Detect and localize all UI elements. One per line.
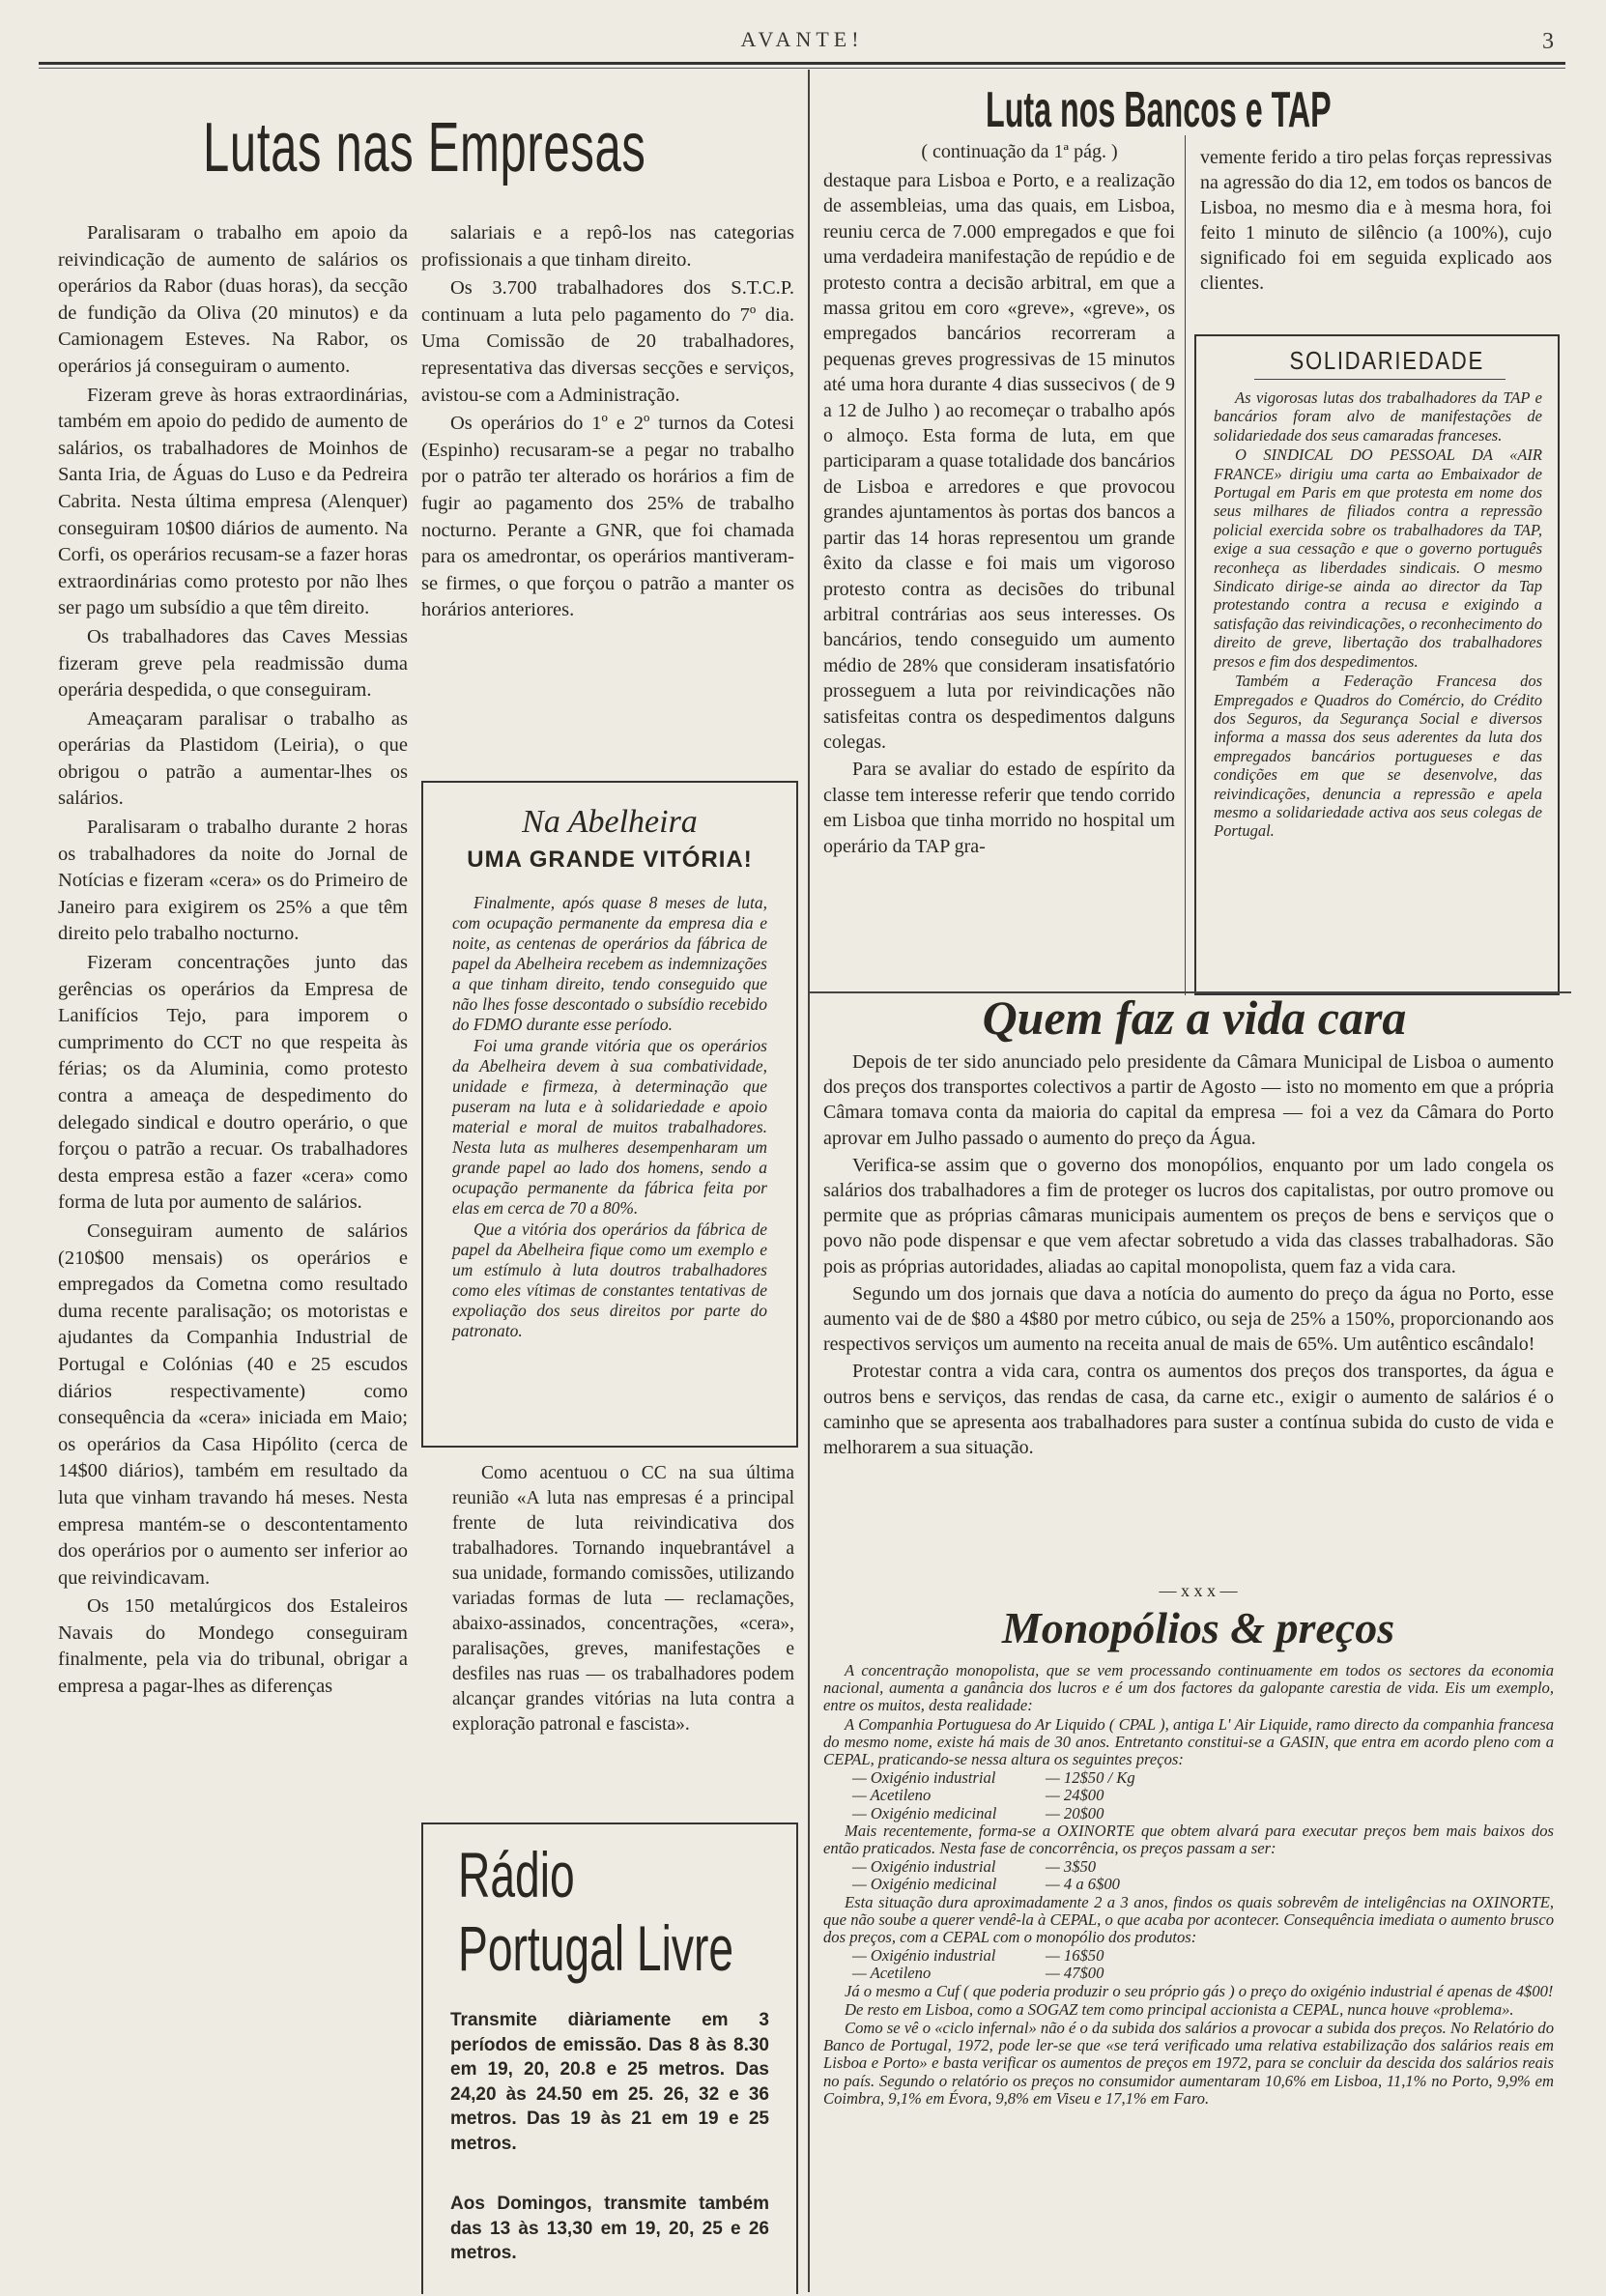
abelheira-subtitle: UMA GRANDE VITÓRIA!: [467, 847, 753, 873]
abelheira-para: Finalmente, após quase 8 meses de luta, com ocupação permanente da empresa dia e noite, as centenas de operários da fábrica de papel da Abelheira recebem as indemnizações a que tinham direito, tendo conseguido que não lhes fosse descontado o subsídio recebido do FDMO durante esse período.: [452, 893, 767, 1034]
lutas-para: Ameaçaram paralisar o trabalho as operárias da Plastidom (Leiria), o que obrigou o patrão a aumentar-lhes os salários.: [58, 707, 408, 810]
quem-para: Verifica-se assim que o governo dos monopólios, enquanto por um lado congela os salários dos trabalhadores a fim de proteger os lucros dos capitalistas, por outro promove ou permite que as próprias câmaras municipais aumentem os preços de bens e serviços que o povo não pode dispensar e que vem afectar sobretudo a vida das classes trabalhadoras. São pois as próprias autoridades, aliadas ao capital monopolista, quem faz a vida cara.: [823, 1154, 1554, 1277]
monopolios-para: Como se vê o «ciclo infernal» não é o da subida dos salários a provocar a subida dos preços. No Relatório do Banco de Portugal, 1972, pode ler-se que «se terá verificado uma relativa estabilização dos salários reais em Lisboa e Porto» e basta verificar os aumentos de preços em 1972, para se concluir da descida dos salários reais no país. Segundo o relatório os preços no consumidor aumentaram 10,6% em Lisboa, 11,1% no Porto, 9,9% em Coimbra, 9,1% em Évora, 9,8% em Viseu e 17,1% em Faro.: [823, 2019, 1554, 2108]
solidariedade-para: O SINDICAL DO PESSOAL DA «AIR FRANCE» dirigiu uma carta ao Embaixador de Portugal em Paris em que protesta em nome dos seus milhares de filiados contra a repressão policial exercida sobre os trabalhadores da TAP, exige a sua cessação e que o governo português reconheça as liberdades sindicais. O mesmo Sindicato dirige-se ainda ao director da Tap protestando contra a recusa e exigindo a satisfação das reivindicações, o reconhecimento do direito de greve, libertação dos trabalhadores presos e fim dos despedimentos.: [1214, 445, 1542, 671]
bancos-title: Luta nos Bancos e TAP: [986, 82, 1332, 138]
lutas-column-1: [58, 220, 408, 2288]
cc-para: Como acentuou o CC na sua última reunião «A luta nas empresas é a principal frente de luta reivindicativa dos trabalhadores. Tornando inquebrantável a sua unidade, formando comissões, utilizando variadas formas de luta — reclamações, abaixo-assinados, concentrações, «cera», paralisações, greves, manifestações e desfiles nas ruas — os trabalhadores podem alcançar grandes vitórias na luta contra a exploração patronal e fascista».: [452, 1463, 794, 1735]
lutas-para: Paralisaram o trabalho em apoio da reivindicação de aumento de salários os operários da Rabor (duas horas), da secção de fundição da Oliva (20 minutos) e da Camionagem Esteves. Na Rabor, os operários já conseguiram o aumento.: [58, 222, 408, 377]
abelheira-para: Foi uma grande vitória que os operários da Abelheira devem à sua combatividade, unidade e firmeza, à determinação que puseram na luta e à solidariedade e apoio material e moral de muitos trabalhadores. Nesta luta as mulheres desempenharam um grande papel ao lado dos homens, sendo a ocupação permanente da fábrica feita por elas em cerca de 70 a 80%.: [452, 1036, 767, 1218]
solidariedade-title-rule: [1254, 379, 1506, 380]
lutas-para: Fizeram concentrações junto das gerências os operários da Empresa de Lanifícios Tejo, para imporem o cumprimento do CCT no que respeita às férias; os da Aluminia, como protesto contra a ameaça de despedimento do delegado sindical e doutro operário, o que forçou o patrão a recuar. Os trabalhadores desta empresa estão a fazer «cera» como forma de luta por aumento de salários.: [58, 952, 408, 1214]
bancos-para: vemente ferido a tiro pelas forças repressivas na agressão do dia 12, em todos os bancos de Lisboa, no mesmo dia e à mesma hora, foi feito 1 minuto de silêncio (a 100%), cujo significado foi em seguida explicado aos clientes.: [1200, 147, 1552, 294]
page-number: 3: [1542, 29, 1554, 54]
bancos-para: destaque para Lisboa e Porto, e a realização de assembleias, uma das quais, em Lisboa, reuniu cerca de 7.000 empregados e que foi uma verdadeira manifestação de repúdio e de protesto contra a decisão arbitral, em que a massa gritou em coro «greve», «greve», os empregados bancários recorreram a pequenas greves progressivas de 15 minutos até uma hora durante 4 dias sussecivos ( de 9 a 12 de Julho ) ao recomeçar o trabalho após o almoço. Esta forma de luta, em que participaram a quase totalidade dos bancários de Lisboa e arredores e que provocou grandes ajuntamentos às portas dos bancos a partir das 14 horas representou um grande êxito da classe e foi mais um vigoroso protesto contra as decisões do tribunal arbitral contrárias aos seus interesses. Os bancários, tendo conseguido um aumento médio de 28% que consideram insatisfatório prosseguem a luta por reivindicações não satisfeitas contra os despedimentos dalguns colegas.: [823, 170, 1175, 753]
abelheira-title: Na Abelheira: [522, 804, 698, 840]
price-row: — Oxigénio industrial — 3$50: [852, 1857, 1097, 1877]
monopolios-para: Esta situação dura aproximadamente 2 a 3 anos, findos os quais sobrevêm de inteligências na OXINORTE, que não soube a querer vendê-la à CEPAL, o que acaba por acontecer. Consequência imediata o aumento brusco dos preços, com a CEPAL com o monopólio dos produtos:: [823, 1892, 1554, 1947]
quem-body: [823, 1049, 1554, 1462]
price-row: — Oxigénio medicinal — 4 a 6$00: [852, 1875, 1120, 1894]
radio-title-line1: Rádio: [458, 1839, 575, 1910]
monopolios-title: Monopólios & preços: [1001, 1603, 1395, 1652]
monopolios-para: De resto em Lisboa, como a SOGAZ tem como principal accionista a CEPAL, nunca houve «problema».: [845, 1999, 1514, 2019]
quem-para: Depois de ter sido anunciado pelo presidente da Câmara Municipal de Lisboa o aumento dos preços dos transportes colectivos a partir de Agosto — isto no momento em que a própria Câmara tomava conta da maioria do capital da empresa — foi a vez da Câmara do Porto aprovar em Julho passado o aumento do preço da Água.: [823, 1051, 1554, 1149]
abelheira-para: Que a vitória dos operários da fábrica de papel da Abelheira fique como um exemplo e um estímulo à luta doutros trabalhadores como eles vítimas de constantes tentativas de expoliação dos seus direitos por parte do patronato.: [452, 1220, 767, 1340]
radio-sundays: Aos Domingos, transmite também das 13 às 13,30 em 19, 20, 25 e 26 metros.: [450, 2194, 769, 2263]
quem-para: Segundo um dos jornais que dava a notícia do aumento do preço da água no Porto, esse aumento vai de de $80 a 4$80 por metro cúbico, ou seja de 25% a 150%, proporcionando aos respectivos serviços um aumento na receita anual de mais de 65%. Um autêntico escândalo!: [823, 1282, 1554, 1356]
price-row: — Oxigénio industrial — 16$50: [852, 1946, 1104, 1966]
lutas-para: Fizeram greve às horas extraordinárias, também em apoio do pedido de aumento de salários, os trabalhadores de Moinhos de Santa Iria, de Águas do Luso e da Pedreira Cabrita. Nesta última empresa (Alenquer) conseguiram 10$00 diários de aumento. Na Corfi, os operários recusam-se a fazer horas extraordinárias como protesto por não lhes ser pago um subsídio a que têm direito.: [58, 384, 408, 619]
monopolios-para: A concentração monopolista, que se vem processando continuamente em todos os sectores da economia nacional, aumenta a ganância dos lucros e é um dos factores da galopante carestia de vida. Eis um exemplo, entre os muitos, desta realidade:: [823, 1662, 1554, 1715]
lutas-para: Conseguiram aumento de salários (210$00 mensais) os operários e empregados da Cometna como resultado duma recente paralisação; os motoristas e ajudantes da Companhia Industrial de Portugal e Colónias (40 e 25 escudos diários respectivamente) como consequência da «cera» iniciada em Maio; os operários da Casa Hipólito (cerca de 14$00 diários), também em resultado da luta que vinham travando há meses. Nesta empresa mantém-se o descontentamento dos operários por o aumento ser inferior ao que reivindicavam.: [58, 1220, 408, 1589]
abelheira-body: [423, 874, 796, 1341]
bancos-continuation: ( continuação da 1ª pág. ): [921, 141, 1118, 162]
bancos-divider: [1185, 135, 1186, 995]
lutas-column-2: [421, 220, 794, 771]
bancos-column-1: [823, 168, 1175, 991]
lutas-para: Os 150 metalúrgicos dos Estaleiros Navais do Mondego conseguiram finalmente, pela via do tribunal, obrigar a empresa a pagar-lhes as diferenças: [58, 1595, 408, 1698]
lutas-para: Os 3.700 trabalhadores dos S.T.C.P. continuam a luta pelo pagamento do 7º dia. Uma Comissão de 20 trabalhadores, representativa das diversas secções e serviços, avistou-se com a Administração.: [421, 277, 794, 406]
bancos-para: Para se avaliar do estado de espírito da classe tem interesse referir que tendo corrido em Lisboa que tinha morrido no hospital um operário da TAP gra-: [823, 759, 1175, 857]
lutas-para: Os trabalhadores das Caves Messias fizeram greve pela readmissão duma operária despedida, o que conseguiram.: [58, 625, 408, 702]
solidariedade-para: Também a Federação Francesa dos Empregados e Quadros do Comércio, do Crédito dos Seguros, da Segurança Social e diversos informa a massa dos seus aderentes da luta dos empregados bancários portugueses e das condições em que se desenvolve, das reivindicações, denuncia a repressão e apela mesmo a solidariedade activa aos seus colegas de Portugal.: [1214, 672, 1542, 841]
top-rule-thin: [39, 68, 1565, 69]
radio-box: [421, 1822, 798, 2294]
solidariedade-title: SOLIDARIEDADE: [1289, 346, 1484, 375]
solidariedade-para: As vigorosas lutas dos trabalhadores da TAP e bancários foram alvo de manifestações de solidariedade dos seus camaradas franceses.: [1214, 388, 1542, 445]
abelheira-box: [421, 781, 798, 1448]
lutas-para: Os operários do 1º e 2º turnos da Cotesi (Espinho) recusaram-se a pegar no trabalho por o patrão ter alterado os horários a fim de fugir ao pagamento dos 25% de trabalho nocturno. Perante a GNR, que foi chamada para os amedrontar, os operários mantiveram-se firmes, o que forçou o patrão a manter os horários anteriores.: [421, 413, 794, 621]
monopolios-para: Mais recentemente, forma-se a OXINORTE que obtem alvará para executar preços bem mais baixos dos então praticados. Nesta fase de concorrência, os preços passam a ser:: [823, 1821, 1554, 1858]
bancos-column-2: [1200, 145, 1552, 298]
solidariedade-body: [1214, 388, 1542, 842]
monopolios-para: A Companhia Portuguesa do Ar Liquido ( CPAL ), antiga L' Air Liquide, ramo directo da companhia francesa do mesmo nome, existe há mais de 30 anos. Entretanto constitui-se a GASIN, que entra em acordo pleno com a CEPAL, praticando-se nessa altura os seguintes preços:: [823, 1714, 1554, 1769]
price-list-1: [823, 1769, 1554, 1822]
price-row: — Acetileno — 24$00: [852, 1786, 1104, 1805]
solidariedade-box: [1194, 334, 1560, 995]
monopolios-body: [823, 1662, 1554, 2290]
price-row: — Oxigénio industrial — 12$50 / Kg: [852, 1768, 1135, 1788]
monopolios-para: Já o mesmo a Cuf ( que poderia produzir o seu próprio gás ) o preço do oxigénio industrial é apenas de 4$00!: [845, 1981, 1554, 2000]
price-list-3: [823, 1947, 1554, 1982]
radio-schedule: Transmite diàriamente em 3 períodos de emissão. Das 8 às 8.30 em 19, 20, 20.8 e 25 metros. Das 24,20 às 24.50 em 25. 26, 32 e 36 metros. Das 19 às 21 em 19 e 25 metros.: [450, 2010, 769, 2154]
column-divider: [808, 70, 810, 2292]
quem-title: Quem faz a vida cara: [982, 990, 1407, 1045]
price-list-2: [823, 1858, 1554, 1893]
lutas-para: Paralisaram o trabalho durante 2 horas os trabalhadores da noite do Jornal de Notícias e fizeram «cera» os do Primeiro de Janeiro para exigirem os 25% a que têm direito pelo trabalho nocturno.: [58, 817, 408, 945]
radio-title-line2: Portugal Livre: [458, 1912, 734, 1984]
lutas-para: salariais e a repô-los nas categorias profissionais a que tinham direito.: [421, 222, 794, 271]
price-row: — Oxigénio medicinal — 20$00: [852, 1803, 1104, 1822]
masthead: AVANTE!: [740, 27, 864, 51]
lutas-title: Lutas nas Empresas: [203, 109, 646, 187]
price-row: — Acetileno — 47$00: [852, 1964, 1104, 1983]
top-rule: [39, 62, 1565, 65]
cc-quote: [452, 1461, 794, 1739]
quem-para: Protestar contra a vida cara, contra os aumentos dos preços dos transportes, da água e outros bens e serviços, das rendas de casa, da carne etc., exigir o aumento de salários é o caminho que se apresenta aos trabalhadores para suster a contínua subida do custo de vida e melhorarem a sua situação.: [823, 1361, 1554, 1459]
separator: — x x x —: [1159, 1581, 1238, 1600]
